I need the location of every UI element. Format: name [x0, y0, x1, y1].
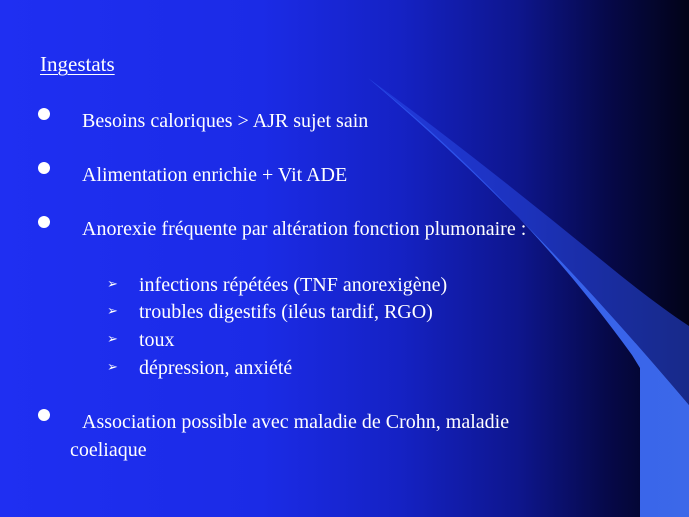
bullet-dot-2: [38, 162, 50, 174]
bullet-text-2: Alimentation enrichie + Vit ADE: [82, 164, 348, 186]
sub-item-text-2: troubles digestifs (iléus tardif, RGO): [139, 301, 433, 323]
bullet-dot-4: [38, 409, 50, 421]
sub-item-text-4: dépression, anxiété: [139, 357, 293, 379]
sub-item-text-1: infections répétées (TNF anorexigène): [139, 274, 448, 296]
arrow-marker-icon: ➢: [107, 332, 118, 347]
arrow-marker-icon: ➢: [107, 360, 118, 375]
sub-item-text-3: toux: [139, 329, 175, 351]
bullet-text-4-line2: coeliaque: [70, 439, 147, 461]
slide-title: Ingestats: [40, 52, 115, 76]
bullet-text-1: Besoins caloriques > AJR sujet sain: [82, 110, 369, 132]
bullet-dot-3: [38, 216, 50, 228]
bullet-text-4-line1: Association possible avec maladie de Crohn, maladie: [82, 411, 510, 433]
bullet-dot-1: [38, 108, 50, 120]
arrow-marker-icon: ➢: [107, 277, 118, 292]
arrow-marker-icon: ➢: [107, 304, 118, 319]
bullet-text-3: Anorexie fréquente par altération fonction plumonaire :: [82, 218, 527, 240]
